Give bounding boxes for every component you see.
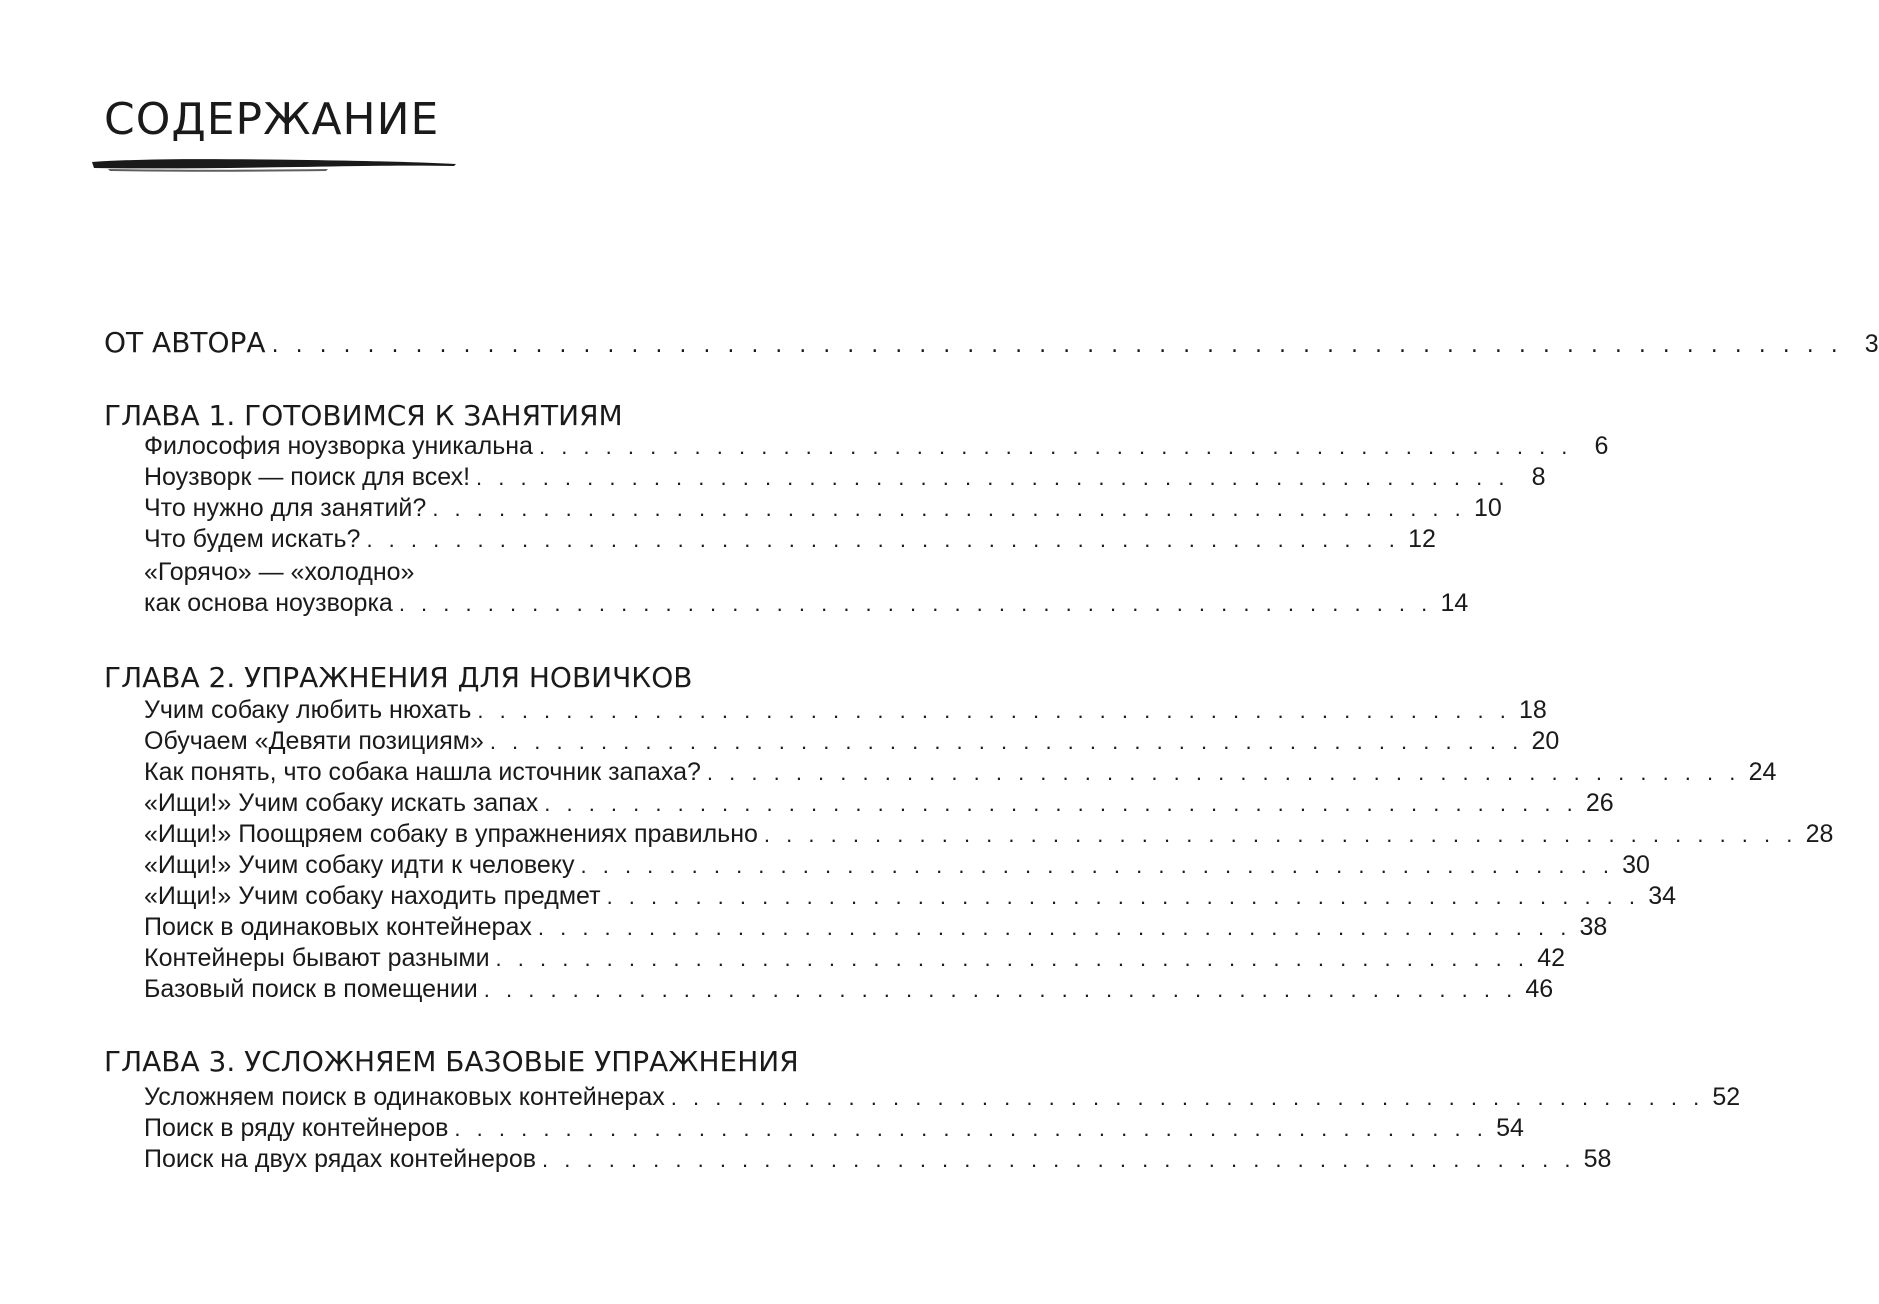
toc-entry-label: Учим собаку любить нюхать — [144, 696, 472, 724]
toc-entry[interactable] — [144, 849, 1650, 881]
toc-entry-page: 34 — [1648, 882, 1677, 910]
toc-entry-label: Базовый поиск в помещении — [144, 975, 478, 1003]
leader-dots: . . . . . . . . . . . . . . . . . . . . . . . . . . . . . . . . . . . . . . . . . . . . . . . — [477, 698, 1511, 723]
toc-entry[interactable] — [144, 942, 1565, 974]
toc-entry[interactable] — [144, 523, 1436, 555]
toc-entry[interactable] — [144, 756, 1777, 788]
toc-entry-page: 18 — [1519, 696, 1547, 724]
toc-entry-page: 20 — [1531, 727, 1560, 755]
leader-dots: . . . . . . . . . . . . . . . . . . . . . . . . . . . . . . . . . . . . . . . . . . . . . . . — [706, 760, 1741, 785]
toc-entry-label: Поиск в ряду контейнеров — [144, 1114, 449, 1142]
toc-entry-label: Что будем искать? — [144, 525, 361, 553]
toc-entry[interactable] — [144, 492, 1502, 524]
toc-entry-label: «Ищи!» Поощряем собаку в упражнениях правильно — [144, 820, 758, 848]
toc-entry[interactable] — [144, 725, 1560, 757]
toc-entry-label: Поиск в одинаковых контейнерах — [144, 913, 532, 941]
leader-dots: . . . . . . . . . . . . . . . . . . . . . . . . . . . . . . . . . . . . . . . . . . . . . . . — [476, 465, 1510, 490]
toc-entry-label: Поиск на двух рядах контейнеров — [144, 1145, 537, 1173]
leader-dots: . . . . . . . . . . . . . . . . . . . . . . . . . . . . . . . . . . . . . . . . . . . . . . . — [366, 527, 1400, 552]
toc-entry[interactable] — [144, 430, 1609, 462]
leader-dots: . . . . . . . . . . . . . . . . . . . . . . . . . . . . . . . . . . . . . . . . . . . . . . . — [670, 1085, 1705, 1110]
toc-entry[interactable] — [144, 880, 1677, 912]
leader-dots: . . . . . . . . . . . . . . . . . . . . . . . . . . . . . . . . . . . . . . . . . . . . . . . — [454, 1116, 1488, 1141]
toc-entry-label: Философия ноузворка уникальна — [144, 432, 533, 460]
toc-entry-page: 54 — [1496, 1114, 1524, 1142]
toc-entry-page: 52 — [1712, 1083, 1741, 1111]
leader-dots: . . . . . . . . . . . . . . . . . . . . . . . . . . . . . . . . . . . . . . . . . . . . . . . — [537, 915, 1572, 940]
leader-dots: . . . . . . . . . . . . . . . . . . . . . . . . . . . . . . . . . . . . . . . . . . . . . . . — [432, 496, 1466, 521]
toc-entry-page: 10 — [1473, 494, 1502, 522]
leader-dots: . . . . . . . . . . . . . . . . . . . . . . . . . . . . . . . . . . . . . . . . . . . . . . . — [538, 434, 1573, 459]
toc-entry-page: 24 — [1748, 758, 1777, 786]
toc-entry[interactable] — [144, 973, 1554, 1005]
leader-dots: . . . . . . . . . . . . . . . . . . . . . . . . . . . . . . . . . . . . . . . . . . . . . . . — [544, 791, 1578, 816]
toc-entry[interactable] — [144, 1112, 1524, 1144]
toc-entry-label: как основа ноузворка — [144, 589, 393, 617]
toc-entry-page: 58 — [1583, 1145, 1612, 1173]
toc-entry-label-line1[interactable]: «Горячо» — «холодно» — [144, 558, 415, 586]
toc-entry[interactable] — [144, 1143, 1612, 1175]
toc-entry-page: 28 — [1805, 820, 1834, 848]
leader-dots: . . . . . . . . . . . . . . . . . . . . . . . . . . . . . . . . . . . . . . . . . . . . . . . — [606, 884, 1641, 909]
toc-entry[interactable] — [144, 818, 1834, 850]
toc-entry-page: 38 — [1579, 913, 1608, 941]
toc-entry-author[interactable] — [104, 320, 1879, 359]
toc-entry[interactable] — [144, 787, 1614, 819]
toc-entry[interactable] — [144, 694, 1547, 726]
toc-entry[interactable] — [144, 911, 1608, 943]
toc-entry-label: Обучаем «Девяти позициям» — [144, 727, 484, 755]
toc-entry-page: 46 — [1525, 975, 1554, 1003]
chapter-3-heading[interactable]: ГЛАВА 3. УСЛОЖНЯЕМ БАЗОВЫЕ УПРАЖНЕНИЯ — [104, 1045, 799, 1078]
leader-dots: . . . . . . . . . . . . . . . . . . . . . . . . . . . . . . . . . . . . . . . . . . . . . . . — [580, 853, 1614, 878]
toc-entry-label: Усложняем поиск в одинаковых контейнерах — [144, 1083, 665, 1111]
leader-dots: . . . . . . . . . . . . . . . . . . . . . . . . . . . . . . . . . . . . . . . . . . . . . . . — [495, 946, 1529, 971]
toc-entry-page: 30 — [1622, 851, 1650, 879]
toc-entry-page: 8 — [1531, 463, 1546, 491]
toc-entry-page: 3 — [1864, 330, 1879, 358]
toc-entry-page: 12 — [1408, 525, 1436, 553]
toc-entry-label: Контейнеры бывают разными — [144, 944, 490, 972]
toc-entry[interactable] — [144, 1081, 1741, 1113]
toc-entry[interactable] — [144, 587, 1469, 619]
leader-dots: . . . . . . . . . . . . . . . . . . . . . . . . . . . . . . . . . . . . . . . . . . . . . . . — [398, 591, 1433, 616]
leader-dots: . . . . . . . . . . . . . . . . . . . . . . . . . . . . . . . . . . . . . . . . . . . . . . . — [542, 1147, 1576, 1172]
leader-dots: . . . . . . . . . . . . . . . . . . . . . . . . . . . . . . . . . . . . . . . . . . . . . . . — [483, 977, 1518, 1002]
toc-entry-page: 14 — [1440, 589, 1469, 617]
toc-entry-label: «Ищи!» Учим собаку искать запах — [144, 789, 539, 817]
toc-entry-page: 42 — [1537, 944, 1565, 972]
toc-entry-label: ОТ АВТОРА — [104, 326, 266, 359]
chapter-2-heading[interactable]: ГЛАВА 2. УПРАЖНЕНИЯ ДЛЯ НОВИЧКОВ — [104, 661, 693, 694]
toc-entry-label: Что нужно для занятий? — [144, 494, 427, 522]
leader-dots: . . . . . . . . . . . . . . . . . . . . . . . . . . . . . . . . . . . . . . . . . . . . . . . — [763, 822, 1798, 847]
toc-entry[interactable] — [144, 461, 1546, 493]
toc-entry-page: 6 — [1594, 432, 1609, 460]
toc-entry-page: 26 — [1585, 789, 1614, 817]
page-title: СОДЕРЖАНИЕ — [104, 94, 440, 145]
chapter-1-heading[interactable]: ГЛАВА 1. ГОТОВИМСЯ К ЗАНЯТИЯМ — [104, 399, 623, 432]
toc-entry-label: Как понять, что собака нашла источник запаха? — [144, 758, 701, 786]
toc-entry-label: «Ищи!» Учим собаку находить предмет — [144, 882, 601, 910]
toc-entry-label: «Ищи!» Учим собаку идти к человеку — [144, 851, 575, 879]
leader-dots: . . . . . . . . . . . . . . . . . . . . . . . . . . . . . . . . . . . . . . . . . . . . . . . . . . . . . . . . . . . . . . . . . . — [271, 333, 1843, 358]
toc-entry-label: Ноузворк — поиск для всех! — [144, 463, 471, 491]
leader-dots: . . . . . . . . . . . . . . . . . . . . . . . . . . . . . . . . . . . . . . . . . . . . . . . — [489, 729, 1524, 754]
